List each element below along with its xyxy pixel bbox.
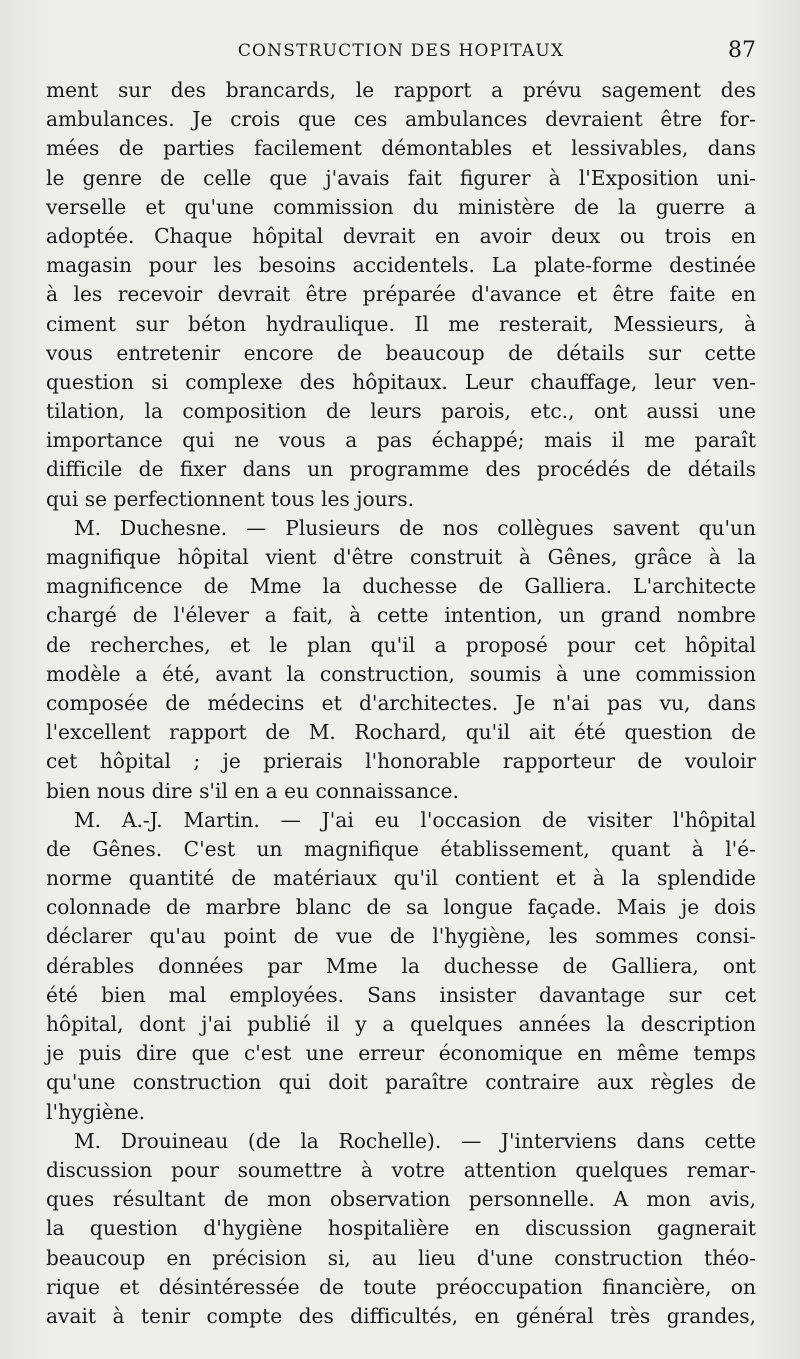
text-line: je puis dire que c'est une erreur économique en même temps: [46, 1041, 756, 1066]
text-line: ambulances. Je crois que ces ambulances devraient être for-: [46, 107, 756, 132]
text-line: adoptée. Chaque hôpital devrait en avoir deux ou trois en: [46, 223, 756, 248]
text-line: importance qui ne vous a pas échappé; mais il me paraît: [46, 428, 756, 453]
text-line: de recherches, et le plan qu'il a proposé pour cet hôpital: [46, 632, 756, 657]
text-line: qu'une construction qui doit paraître contraire aux règles de: [46, 1070, 756, 1095]
text-line: l'excellent rapport de M. Rochard, qu'il ait été question de: [46, 720, 756, 745]
text-line: difficile de fixer dans un programme des procédés de détails: [46, 457, 756, 482]
text-line: norme quantité de matériaux qu'il contient et à la splendide: [46, 866, 756, 891]
text-line: l'hygiène.: [46, 1099, 146, 1124]
text-line: verselle et qu'une commission du ministère de la guerre a: [46, 194, 756, 219]
text-line-paragraph-start: M. A.-J. Martin. — J'ai eu l'occasion de visiter l'hôpital: [74, 807, 756, 832]
text-line: qui se perfectionnent tous les jours.: [46, 486, 415, 511]
text-line: été bien mal employées. Sans insister davantage sur cet: [46, 982, 756, 1007]
text-line: tilation, la composition de leurs parois, etc., ont aussi une: [46, 399, 756, 424]
text-line: le genre de celle que j'avais fait figurer à l'Exposition uni-: [46, 165, 756, 190]
text-line: bien nous dire s'il en a eu connaissance.: [46, 778, 459, 803]
text-line: déclarer qu'au point de vue de l'hygiène, les sommes consi-: [46, 924, 756, 949]
text-line: avait à tenir compte des difficultés, en général très grandes,: [46, 1303, 756, 1328]
text-line: vous entretenir encore de beaucoup de détails sur cette: [46, 340, 756, 365]
text-line: beaucoup en précision si, au lieu d'une construction théo-: [46, 1245, 756, 1270]
text-line: cet hôpital ; je prierais l'honorable rapporteur de vouloir: [46, 749, 756, 774]
text-line: magnificence de Mme la duchesse de Galliera. L'architecte: [46, 574, 756, 599]
body-text: [46, 76, 756, 1331]
running-title: CONSTRUCTION DES HOPITAUX: [237, 41, 565, 61]
text-line: hôpital, dont j'ai publié il y a quelques années la description: [46, 1012, 756, 1036]
text-line: discussion pour soumettre à votre attention quelques remar-: [46, 1157, 756, 1182]
text-line: magasin pour les besoins accidentels. La plate-forme destinée: [46, 253, 756, 278]
text-line: ment sur des brancards, le rapport a prévu sagement des: [46, 78, 756, 102]
text-line-paragraph-start: M. Drouineau (de la Rochelle). — J'interviens dans cette: [74, 1128, 756, 1153]
text-line: de Gênes. C'est un magnifique établissement, quant à l'é-: [46, 836, 756, 861]
text-line: composée de médecins et d'architectes. Je n'ai pas vu, dans: [46, 690, 756, 715]
text-line-paragraph-start: M. Duchesne. — Plusieurs de nos collègues savent qu'un: [74, 515, 756, 540]
text-line: colonnade de marbre blanc de sa longue façade. Mais je dois: [46, 895, 756, 920]
text-line: la question d'hygiène hospitalière en discussion gagnerait: [46, 1216, 756, 1241]
page-number: 87: [728, 38, 756, 63]
text-line: ciment sur béton hydraulique. Il me resterait, Messieurs, à: [46, 311, 756, 336]
text-line: ques résultant de mon observation personnelle. A mon avis,: [46, 1187, 756, 1212]
text-line: modèle a été, avant la construction, soumis à une commission: [46, 661, 756, 686]
text-line: rique et désintéressée de toute préoccupation financière, on: [46, 1274, 756, 1299]
page-header: [46, 38, 756, 68]
text-line: magnifique hôpital vient d'être construit à Gênes, grâce à la: [46, 545, 756, 569]
text-line: mées de parties facilement démontables et lessivables, dans: [46, 136, 756, 161]
text-line: question si complexe des hôpitaux. Leur chauffage, leur ven-: [46, 369, 756, 394]
text-line: dérables données par Mme la duchesse de Galliera, ont: [46, 953, 756, 978]
text-line: à les recevoir devrait être préparée d'avance et être faite en: [46, 282, 756, 307]
text-line: chargé de l'élever a fait, à cette intention, un grand nombre: [46, 603, 756, 628]
